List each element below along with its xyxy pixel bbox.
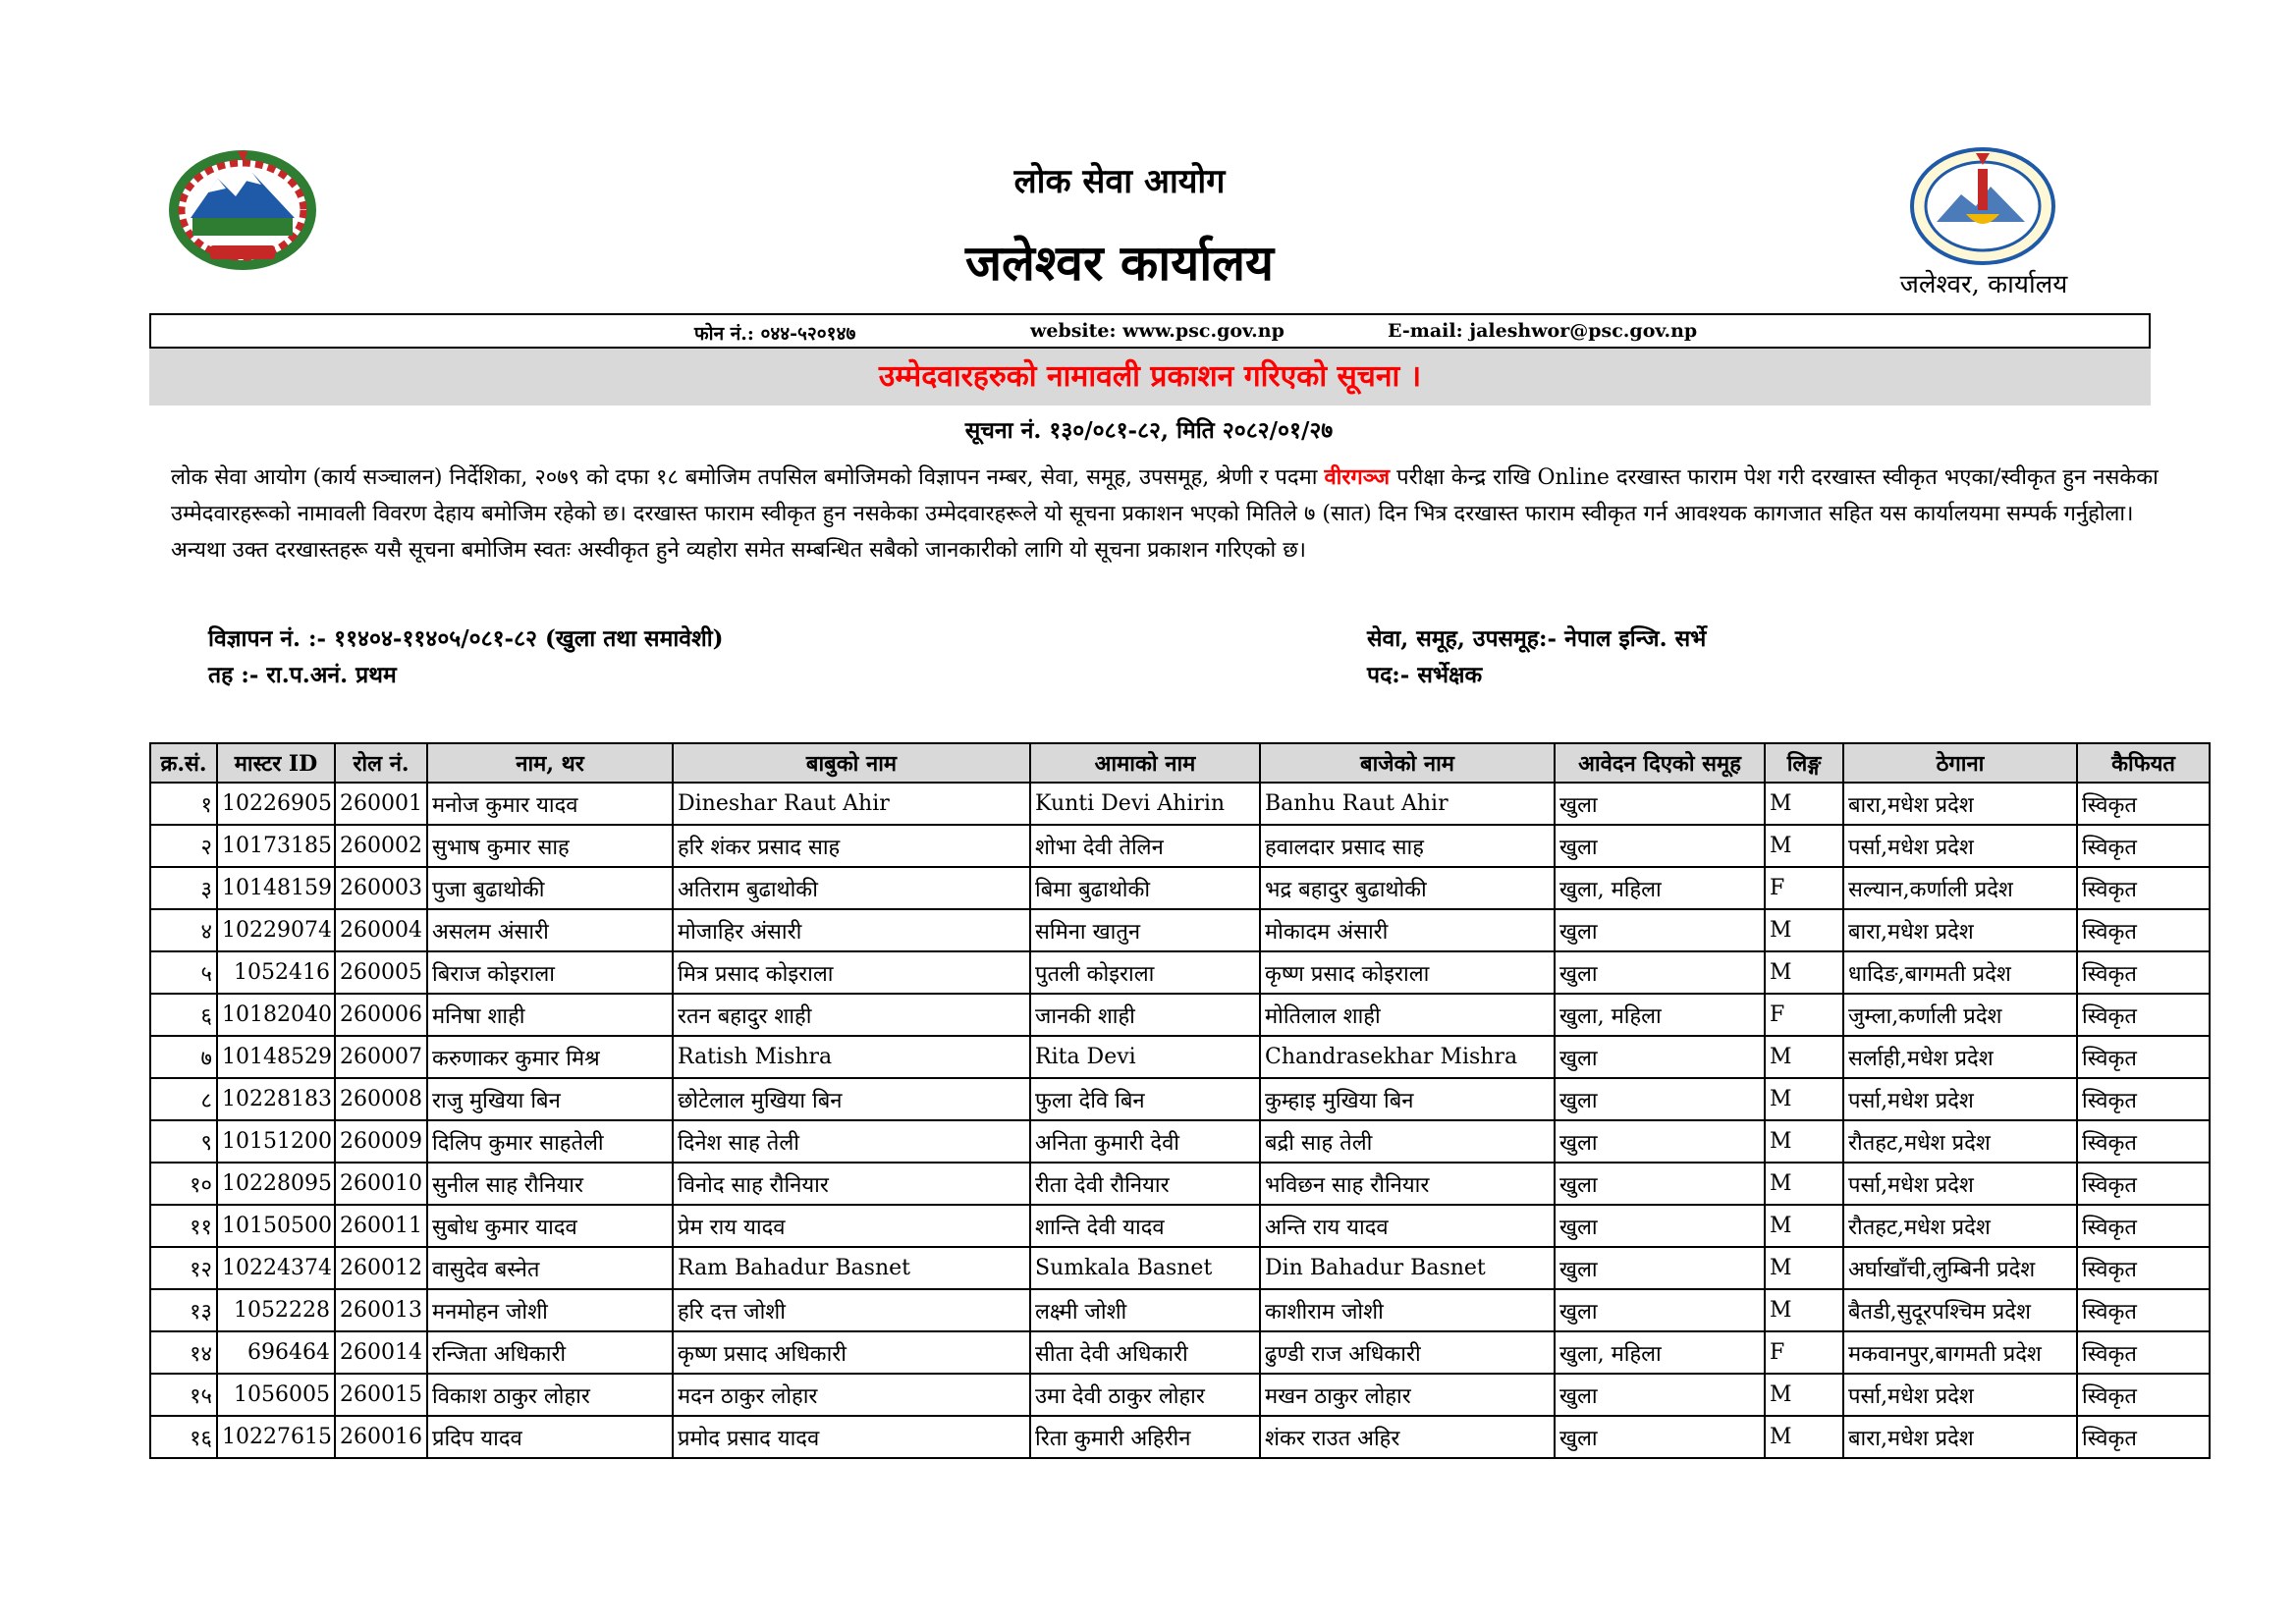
remarks-cell: स्विकृत <box>2077 1247 2210 1289</box>
table-row <box>150 994 2210 1036</box>
candidate-name-cell: प्रदिप यादव <box>427 1416 673 1458</box>
email-link[interactable]: E-mail: jaleshwor@psc.gov.np <box>1388 320 1698 342</box>
candidate-name-cell: वासुदेव बस्नेत <box>427 1247 673 1289</box>
column-header: रोल नं. <box>335 743 427 783</box>
father-name-cell: विनोद साह रौनियार <box>673 1163 1030 1205</box>
master-id-cell: 1052228 <box>217 1289 335 1331</box>
grandfather-name-cell: कुम्हाइ मुखिया बिन <box>1260 1078 1555 1120</box>
father-name-cell: मित्र प्रसाद कोइराला <box>673 951 1030 994</box>
master-id-cell: 1052416 <box>217 951 335 994</box>
roll-number-cell: 260008 <box>335 1078 427 1120</box>
address-cell: मकवानपुर,बागमती प्रदेश <box>1843 1331 2077 1374</box>
mother-name-cell: शोभा देवी तेलिन <box>1030 825 1260 867</box>
gender-cell: M <box>1765 1289 1843 1331</box>
notice-body-part2: परीक्षा केन्द्र राखि Online दरखास्त फाराम पेश गरी दरखास्त स्वीकृत भएका/स्वीकृत हुन नसकेका उम्मेदवारहरूको नामावली विवरण देहाय बमोजिम रहेको छ। दरखास्त फाराम स्वीकृत हुन नसकेका उम्मेदवारहरूले यो सूचना प्रकाशन भएको मितिले ७ (सात) दिन भित्र दरखास्त फाराम स्वीकृत गर्न आवश्यक कागजात सहित यस कार्यालयमा सम्पर्क गर्नुहोला। अन्यथा उक्त दरखास्तहरू यसै सूचना बमोजिम स्वतः अस्वीकृत हुने व्यहोरा समेत सम्बन्धित सबैको जानकारीको लागि यो सूचना प्रकाशन गरिएको छ। <box>171 465 2159 563</box>
roll-number-cell: 260014 <box>335 1331 427 1374</box>
applied-group-cell: खुला <box>1555 1078 1765 1120</box>
address-cell: जुम्ला,कर्णाली प्रदेश <box>1843 994 2077 1036</box>
column-header: आवेदन दिएको समूह <box>1555 743 1765 783</box>
grandfather-name-cell: हवालदार प्रसाद साह <box>1260 825 1555 867</box>
roll-number-cell: 260011 <box>335 1205 427 1247</box>
serial-number-cell: ४ <box>150 909 217 951</box>
roll-number-cell: 260006 <box>335 994 427 1036</box>
father-name-cell: कृष्ण प्रसाद अधिकारी <box>673 1331 1030 1374</box>
grandfather-name-cell: मखन ठाकुर लोहार <box>1260 1374 1555 1416</box>
grandfather-name-cell: Chandrasekhar Mishra <box>1260 1036 1555 1078</box>
address-cell: पर्सा,मधेश प्रदेश <box>1843 825 2077 867</box>
nepal-government-emblem-icon <box>169 149 316 272</box>
mother-name-cell: रीता देवी रौनियार <box>1030 1163 1260 1205</box>
column-header: लिङ्ग <box>1765 743 1843 783</box>
father-name-cell: अतिराम बुढाथोकी <box>673 867 1030 909</box>
notice-number: सूचना नं. १३०/०८१-८२, मिति २०८२/०१/२७ <box>964 417 1334 444</box>
master-id-cell: 10229074 <box>217 909 335 951</box>
table-row <box>150 1205 2210 1247</box>
gender-cell: F <box>1765 994 1843 1036</box>
mother-name-cell: Rita Devi <box>1030 1036 1260 1078</box>
gender-cell: M <box>1765 783 1843 825</box>
website-link[interactable]: website: www.psc.gov.np <box>1030 320 1285 342</box>
gender-cell: F <box>1765 867 1843 909</box>
remarks-cell: स्विकृत <box>2077 1416 2210 1458</box>
column-header: बाजेको नाम <box>1260 743 1555 783</box>
mother-name-cell: शान्ति देवी यादव <box>1030 1205 1260 1247</box>
address-cell: पर्सा,मधेश प्रदेश <box>1843 1163 2077 1205</box>
remarks-cell: स्विकृत <box>2077 783 2210 825</box>
address-cell: बारा,मधेश प्रदेश <box>1843 1416 2077 1458</box>
candidate-name-cell: मनोज कुमार यादव <box>427 783 673 825</box>
serial-number-cell: ६ <box>150 994 217 1036</box>
psc-logo-icon <box>1907 145 2059 278</box>
remarks-cell: स्विकृत <box>2077 994 2210 1036</box>
serial-number-cell: ११ <box>150 1205 217 1247</box>
mother-name-cell: रिता कुमारी अहिरीन <box>1030 1416 1260 1458</box>
candidate-name-cell: बिराज कोइराला <box>427 951 673 994</box>
roll-number-cell: 260004 <box>335 909 427 951</box>
candidate-name-cell: पुजा बुढाथोकी <box>427 867 673 909</box>
applied-group-cell: खुला <box>1555 1289 1765 1331</box>
address-cell: धादिङ,बागमती प्रदेश <box>1843 951 2077 994</box>
address-cell: सल्यान,कर्णाली प्रदेश <box>1843 867 2077 909</box>
serial-number-cell: १२ <box>150 1247 217 1289</box>
applied-group-cell: खुला <box>1555 1036 1765 1078</box>
table-row <box>150 951 2210 994</box>
exam-center: वीरगञ्ज <box>1324 464 1391 490</box>
candidate-name-cell: असलम अंसारी <box>427 909 673 951</box>
serial-number-cell: १६ <box>150 1416 217 1458</box>
grandfather-name-cell: भद्र बहादुर बुढाथोकी <box>1260 867 1555 909</box>
father-name-cell: प्रेम राय यादव <box>673 1205 1030 1247</box>
master-id-cell: 10227615 <box>217 1416 335 1458</box>
applied-group-cell: खुला, महिला <box>1555 867 1765 909</box>
grandfather-name-cell: Banhu Raut Ahir <box>1260 783 1555 825</box>
remarks-cell: स्विकृत <box>2077 1289 2210 1331</box>
serial-number-cell: ३ <box>150 867 217 909</box>
remarks-cell: स्विकृत <box>2077 909 2210 951</box>
table-row <box>150 1036 2210 1078</box>
roll-number-cell: 260012 <box>335 1247 427 1289</box>
roll-number-cell: 260013 <box>335 1289 427 1331</box>
grandfather-name-cell: मोकादम अंसारी <box>1260 909 1555 951</box>
mother-name-cell: जानकी शाही <box>1030 994 1260 1036</box>
applied-group-cell: खुला <box>1555 1163 1765 1205</box>
grandfather-name-cell: ढुण्डी राज अधिकारी <box>1260 1331 1555 1374</box>
service-group: सेवा, समूह, उपसमूह:- नेपाल इन्जि. सर्भे <box>1367 625 1707 652</box>
mother-name-cell: बिमा बुढाथोकी <box>1030 867 1260 909</box>
father-name-cell: मदन ठाकुर लोहार <box>673 1374 1030 1416</box>
gender-cell: M <box>1765 909 1843 951</box>
candidate-name-cell: सुभाष कुमार साह <box>427 825 673 867</box>
gender-cell: M <box>1765 1036 1843 1078</box>
column-header: क्र.सं. <box>150 743 217 783</box>
column-header: मास्टर ID <box>217 743 335 783</box>
serial-number-cell: १५ <box>150 1374 217 1416</box>
grandfather-name-cell: बद्री साह तेली <box>1260 1120 1555 1163</box>
table-row <box>150 909 2210 951</box>
mother-name-cell: समिना खातुन <box>1030 909 1260 951</box>
grandfather-name-cell: काशीराम जोशी <box>1260 1289 1555 1331</box>
master-id-cell: 10228095 <box>217 1163 335 1205</box>
address-cell: बारा,मधेश प्रदेश <box>1843 909 2077 951</box>
father-name-cell: रतन बहादुर शाही <box>673 994 1030 1036</box>
father-name-cell: प्रमोद प्रसाद यादव <box>673 1416 1030 1458</box>
master-id-cell: 10226905 <box>217 783 335 825</box>
father-name-cell: दिनेश साह तेली <box>673 1120 1030 1163</box>
gender-cell: M <box>1765 1416 1843 1458</box>
roll-number-cell: 260009 <box>335 1120 427 1163</box>
father-name-cell: मोजाहिर अंसारी <box>673 909 1030 951</box>
table-row <box>150 1247 2210 1289</box>
candidate-name-cell: सुबोध कुमार यादव <box>427 1205 673 1247</box>
father-name-cell: हरि शंकर प्रसाद साह <box>673 825 1030 867</box>
candidate-name-cell: रन्जिता अधिकारी <box>427 1331 673 1374</box>
candidate-name-cell: मनमोहन जोशी <box>427 1289 673 1331</box>
gender-cell: M <box>1765 1120 1843 1163</box>
gender-cell: M <box>1765 825 1843 867</box>
org-name: लोक सेवा आयोग <box>1013 162 1226 201</box>
mother-name-cell: उमा देवी ठाकुर लोहार <box>1030 1374 1260 1416</box>
master-id-cell: 10148529 <box>217 1036 335 1078</box>
candidate-name-cell: राजु मुखिया बिन <box>427 1078 673 1120</box>
grandfather-name-cell: शंकर राउत अहिर <box>1260 1416 1555 1458</box>
mother-name-cell: पुतली कोइराला <box>1030 951 1260 994</box>
gender-cell: M <box>1765 1205 1843 1247</box>
candidate-name-cell: सुनील साह रौनियार <box>427 1163 673 1205</box>
master-id-cell: 10182040 <box>217 994 335 1036</box>
mother-name-cell: लक्ष्मी जोशी <box>1030 1289 1260 1331</box>
post: पद:- सर्भेक्षक <box>1367 662 1483 688</box>
serial-number-cell: १४ <box>150 1331 217 1374</box>
applied-group-cell: खुला <box>1555 825 1765 867</box>
mother-name-cell: Sumkala Basnet <box>1030 1247 1260 1289</box>
serial-number-cell: १ <box>150 783 217 825</box>
father-name-cell: Ram Bahadur Basnet <box>673 1247 1030 1289</box>
table-row <box>150 1078 2210 1120</box>
remarks-cell: स्विकृत <box>2077 867 2210 909</box>
serial-number-cell: १० <box>150 1163 217 1205</box>
mother-name-cell: फुला देवि बिन <box>1030 1078 1260 1120</box>
serial-number-cell: २ <box>150 825 217 867</box>
column-header: नाम, थर <box>427 743 673 783</box>
roll-number-cell: 260007 <box>335 1036 427 1078</box>
table-row <box>150 1289 2210 1331</box>
gender-cell: M <box>1765 1247 1843 1289</box>
applied-group-cell: खुला <box>1555 1374 1765 1416</box>
applied-group-cell: खुला <box>1555 909 1765 951</box>
applied-group-cell: खुला <box>1555 1205 1765 1247</box>
master-id-cell: 10148159 <box>217 867 335 909</box>
applied-group-cell: खुला <box>1555 951 1765 994</box>
mother-name-cell: अनिता कुमारी देवी <box>1030 1120 1260 1163</box>
father-name-cell: छोटेलाल मुखिया बिन <box>673 1078 1030 1120</box>
gender-cell: M <box>1765 1078 1843 1120</box>
father-name-cell: हरि दत्त जोशी <box>673 1289 1030 1331</box>
roll-number-cell: 260010 <box>335 1163 427 1205</box>
applied-group-cell: खुला <box>1555 1416 1765 1458</box>
mother-name-cell: Kunti Devi Ahirin <box>1030 783 1260 825</box>
remarks-cell: स्विकृत <box>2077 1331 2210 1374</box>
address-cell: बैतडी,सुदूरपश्चिम प्रदेश <box>1843 1289 2077 1331</box>
father-name-cell: Ratish Mishra <box>673 1036 1030 1078</box>
address-cell: सर्लाही,मधेश प्रदेश <box>1843 1036 2077 1078</box>
remarks-cell: स्विकृत <box>2077 1120 2210 1163</box>
father-name-cell: Dineshar Raut Ahir <box>673 783 1030 825</box>
roll-number-cell: 260001 <box>335 783 427 825</box>
candidate-name-cell: करुणाकर कुमार मिश्र <box>427 1036 673 1078</box>
master-id-cell: 10150500 <box>217 1205 335 1247</box>
remarks-cell: स्विकृत <box>2077 1205 2210 1247</box>
applied-group-cell: खुला <box>1555 1247 1765 1289</box>
roll-number-cell: 260002 <box>335 825 427 867</box>
notice-body-part1: लोक सेवा आयोग (कार्य सञ्चालन) निर्देशिका, २०७९ को दफा १८ बमोजिम तपसिल बमोजिमको विज्ञापन नम्बर, सेवा, समूह, उपसमूह, श्रेणी र पदमा <box>171 465 1325 490</box>
remarks-cell: स्विकृत <box>2077 951 2210 994</box>
master-id-cell: 1056005 <box>217 1374 335 1416</box>
mother-name-cell: सीता देवी अधिकारी <box>1030 1331 1260 1374</box>
remarks-cell: स्विकृत <box>2077 1374 2210 1416</box>
table-row <box>150 1374 2210 1416</box>
master-id-cell: 696464 <box>217 1331 335 1374</box>
applied-group-cell: खुला <box>1555 1120 1765 1163</box>
table-row <box>150 867 2210 909</box>
candidates-table <box>149 742 2211 1459</box>
gender-cell: F <box>1765 1331 1843 1374</box>
notice-title: उम्मेदवारहरुको नामावली प्रकाशन गरिएको सूचना । <box>149 349 2151 406</box>
table-row <box>150 825 2210 867</box>
address-cell: अर्घाखाँची,लुम्बिनी प्रदेश <box>1843 1247 2077 1289</box>
column-header: कैफियत <box>2077 743 2210 783</box>
candidate-name-cell: मनिषा शाही <box>427 994 673 1036</box>
address-cell: रौतहट,मधेश प्रदेश <box>1843 1205 2077 1247</box>
gender-cell: M <box>1765 1374 1843 1416</box>
notice-body <box>171 460 2184 568</box>
table-row <box>150 783 2210 825</box>
grandfather-name-cell: भविछन साह रौनियार <box>1260 1163 1555 1205</box>
advertisement-number: विज्ञापन नं. :- ११४०४-११४०५/०८१-८२ (खुला तथा समावेशी) <box>208 625 724 652</box>
roll-number-cell: 260016 <box>335 1416 427 1458</box>
master-id-cell: 10224374 <box>217 1247 335 1289</box>
table-row <box>150 1416 2210 1458</box>
applied-group-cell: खुला, महिला <box>1555 1331 1765 1374</box>
gender-cell: M <box>1765 1163 1843 1205</box>
address-cell: बारा,मधेश प्रदेश <box>1843 783 2077 825</box>
serial-number-cell: १३ <box>150 1289 217 1331</box>
serial-number-cell: ५ <box>150 951 217 994</box>
contact-bar <box>149 313 2151 349</box>
address-cell: पर्सा,मधेश प्रदेश <box>1843 1078 2077 1120</box>
serial-number-cell: ७ <box>150 1036 217 1078</box>
grandfather-name-cell: Din Bahadur Basnet <box>1260 1247 1555 1289</box>
remarks-cell: स्विकृत <box>2077 825 2210 867</box>
roll-number-cell: 260005 <box>335 951 427 994</box>
grandfather-name-cell: अन्ति राय यादव <box>1260 1205 1555 1247</box>
roll-number-cell: 260003 <box>335 867 427 909</box>
master-id-cell: 10173185 <box>217 825 335 867</box>
table-body <box>150 783 2210 1458</box>
table-row <box>150 1163 2210 1205</box>
level: तह :- रा.प.अनं. प्रथम <box>208 662 397 688</box>
grandfather-name-cell: मोतिलाल शाही <box>1260 994 1555 1036</box>
applied-group-cell: खुला <box>1555 783 1765 825</box>
grandfather-name-cell: कृष्ण प्रसाद कोइराला <box>1260 951 1555 994</box>
phone-number: फोन नं.: ०४४-५२०१४७ <box>694 323 856 345</box>
table-row <box>150 1331 2210 1374</box>
table-row <box>150 1120 2210 1163</box>
column-header: ठेगाना <box>1843 743 2077 783</box>
office-name: जलेश्वर कार्यालय <box>964 234 1275 292</box>
applied-group-cell: खुला, महिला <box>1555 994 1765 1036</box>
roll-number-cell: 260015 <box>335 1374 427 1416</box>
master-id-cell: 10151200 <box>217 1120 335 1163</box>
serial-number-cell: ९ <box>150 1120 217 1163</box>
column-header: बाबुको नाम <box>673 743 1030 783</box>
column-header: आमाको नाम <box>1030 743 1260 783</box>
serial-number-cell: ८ <box>150 1078 217 1120</box>
candidate-name-cell: दिलिप कुमार साहतेली <box>427 1120 673 1163</box>
table-header-row <box>150 743 2210 783</box>
gender-cell: M <box>1765 951 1843 994</box>
remarks-cell: स्विकृत <box>2077 1163 2210 1205</box>
remarks-cell: स्विकृत <box>2077 1036 2210 1078</box>
remarks-cell: स्विकृत <box>2077 1078 2210 1120</box>
address-cell: पर्सा,मधेश प्रदेश <box>1843 1374 2077 1416</box>
office-label: जलेश्वर, कार्यालय <box>1899 270 2068 299</box>
master-id-cell: 10228183 <box>217 1078 335 1120</box>
candidate-name-cell: विकाश ठाकुर लोहार <box>427 1374 673 1416</box>
address-cell: रौतहट,मधेश प्रदेश <box>1843 1120 2077 1163</box>
